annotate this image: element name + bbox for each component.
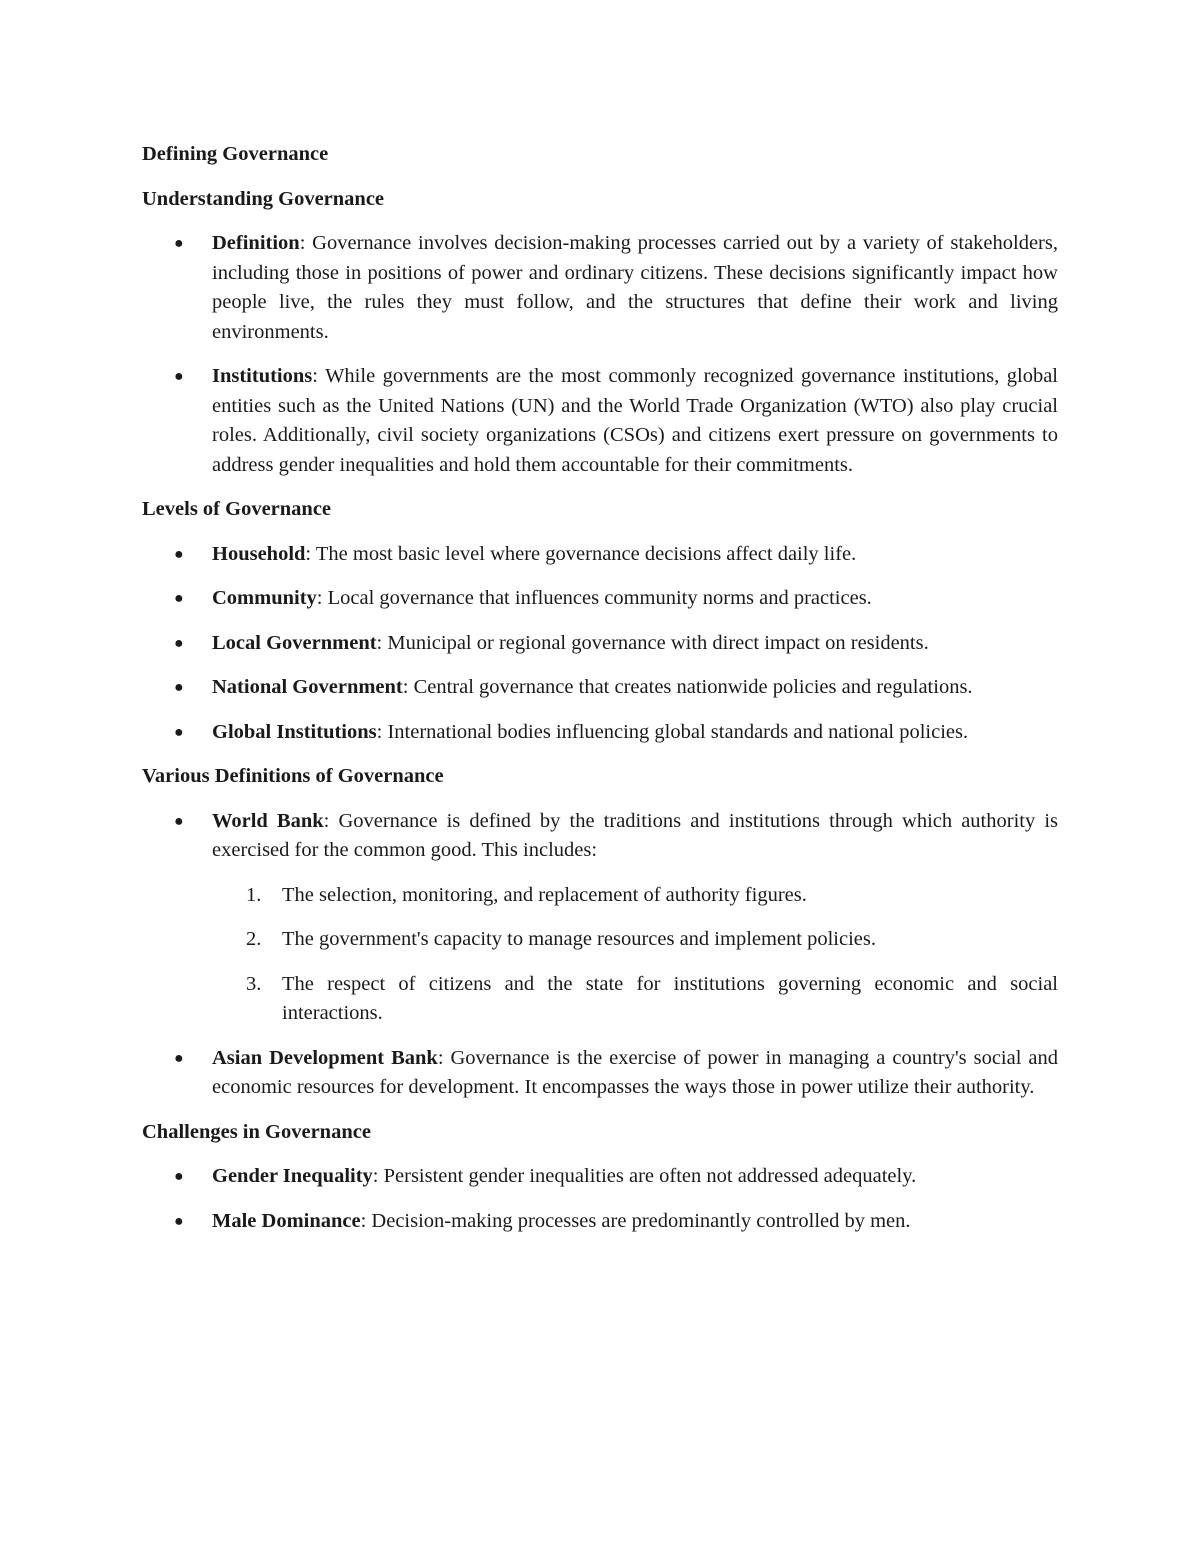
list-item-community [142,584,1058,614]
item-text: : Local governance that influences community norms and practices. [316,587,872,609]
list-item-local-government [142,629,1058,659]
list-item-gender-inequality [142,1162,1058,1192]
item-text: : Persistent gender inequalities are often not addressed adequately. [372,1165,917,1187]
term-definition: Definition [212,232,300,254]
section-heading-definitions: Various Definitions of Governance [142,765,444,787]
document-title: Defining Governance [142,143,329,165]
term-global-institutions: Global Institutions [212,720,377,743]
challenges-list [142,1162,1058,1236]
term-community: Community [212,587,317,609]
bullet-icon: ● [174,1212,184,1230]
bullet-icon: ● [174,634,184,652]
section-heading-levels: Levels of Governance [142,498,332,520]
term-male-dominance: Male Dominance [212,1209,361,1232]
numbered-item [212,925,1058,955]
numbered-item [212,881,1058,911]
bullet-icon: ● [174,590,184,607]
term-world-bank: World Bank [212,809,324,832]
section-heading-challenges: Challenges in Governance [142,1120,371,1143]
definitions-list [142,807,1058,1103]
item-text: : Governance involves decision-making processes carried out by a variety of stakeholders, including those in positions of power and ordinary citizens. These decisions significantly impact how people live, the rules they must follow, and the structures that define their work and living environments. [212,232,1058,343]
term-national-government: National Government [212,676,403,698]
understanding-list [142,229,1058,480]
list-item-definition [142,229,1058,347]
section-heading-understanding: Understanding Governance [142,187,385,210]
item-number: 2. [246,928,262,950]
bullet-icon: ● [174,723,184,741]
item-text: : Governance is defined by the traditions and institutions through which authority is exercised for the common good. This includes: [212,809,1058,861]
document-page [142,140,1058,1251]
bullet-icon: ● [174,235,184,252]
list-item-world-bank [142,807,1058,1029]
levels-list [142,540,1058,748]
bullet-icon: ● [174,1168,184,1185]
world-bank-sublist [212,881,1058,1029]
list-item-global-institutions [142,718,1058,748]
list-item-male-dominance [142,1207,1058,1237]
numbered-item-text: The government's capacity to manage resources and implement policies. [282,928,876,950]
item-text: : Governance is the exercise of power in managing a country's social and economic resources for development. It encompasses the ways those in power utilize their authority. [212,1046,1059,1098]
bullet-icon: ● [174,1049,184,1067]
bullet-icon: ● [174,545,184,563]
item-text: : While governments are the most commonly recognized governance institutions, global entities such as the United Nations (UN) and the World Trade Organization (WTO) also play crucial roles. Additionally, civil society organizations (CSOs) and citizens exert pressure on governments to address gender inequalities and hold them accountable for their commitments. [212,365,1058,476]
numbered-item [212,970,1058,1029]
bullet-icon: ● [174,368,184,385]
list-item-household [142,540,1058,570]
list-item-institutions [142,362,1058,480]
bullet-icon: ● [174,679,184,696]
item-number: 1. [246,883,262,906]
item-text: : The most basic level where governance decisions affect daily life. [305,542,857,565]
term-gender-inequality: Gender Inequality [212,1165,373,1187]
item-text: : Municipal or regional governance with direct impact on residents. [376,631,929,654]
term-local-government: Local Government [212,631,377,654]
term-household: Household [212,542,306,565]
item-text: : Central governance that creates nationwide policies and regulations. [402,676,973,698]
item-text: : Decision-making processes are predominantly controlled by men. [360,1209,911,1232]
term-institutions: Institutions [212,365,313,387]
numbered-item-text: The selection, monitoring, and replacement of authority figures. [282,883,807,906]
numbered-item-text: The respect of citizens and the state for institutions governing economic and social interactions. [282,972,1058,1024]
list-item-asian-development-bank [142,1044,1058,1103]
term-asian-development-bank: Asian Development Bank [212,1046,438,1069]
list-item-national-government [142,673,1058,703]
item-number: 3. [246,972,262,995]
item-text: : International bodies influencing global standards and national policies. [376,720,969,743]
bullet-icon: ● [174,812,184,830]
